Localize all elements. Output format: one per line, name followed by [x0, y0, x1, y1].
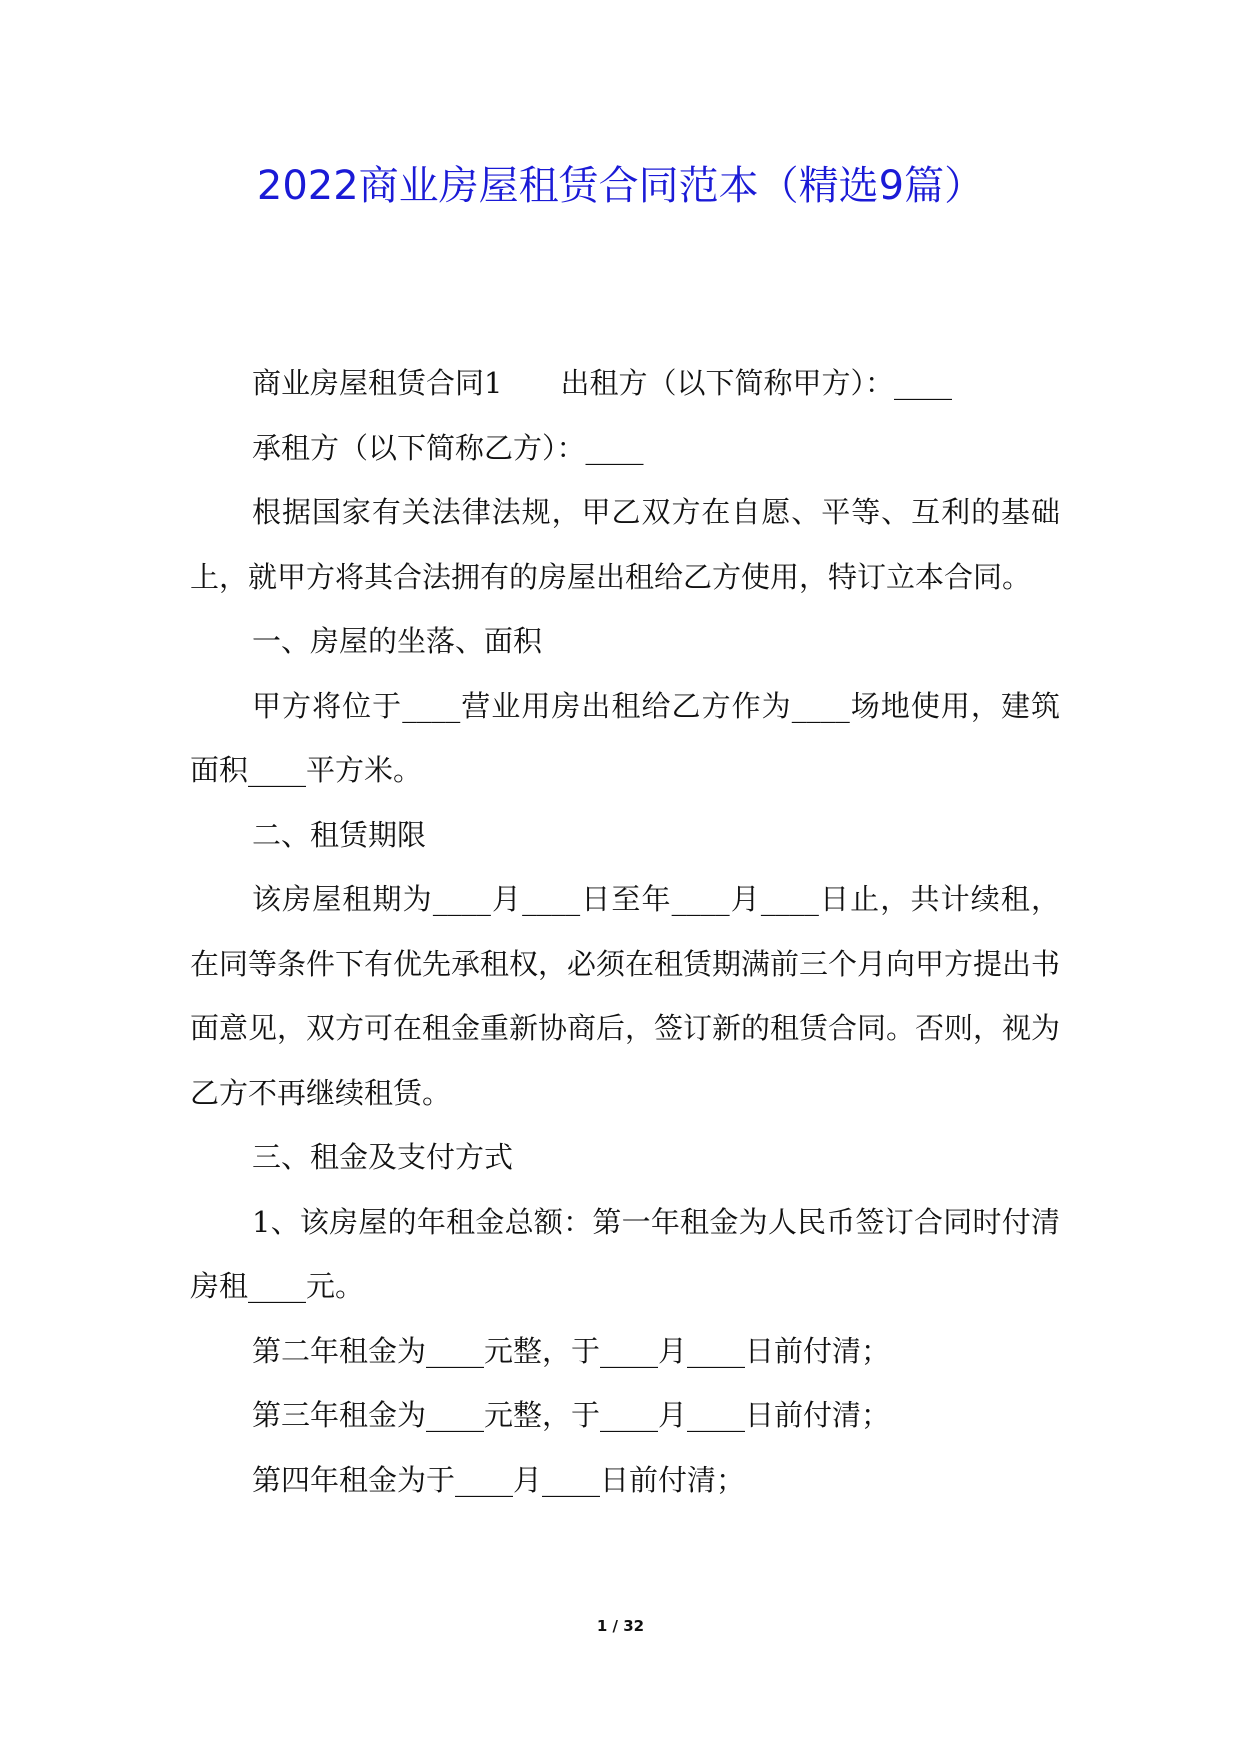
paragraph-preamble: 根据国家有关法律法规，甲乙双方在自愿、平等、互利的基础上，就甲方将其合法拥有的房屋出租给乙方使用，特订立本合同。 [190, 495, 1060, 594]
document-title: 2022商业房屋租赁合同范本（精选9篇） [256, 163, 985, 209]
document-body [190, 351, 1060, 1512]
section-heading-term: 二、租赁期限 [252, 817, 427, 852]
section-heading-location: 一、房屋的坐落、面积 [252, 624, 543, 658]
paragraph-location: 甲方将位于____营业用房出租给乙方作为____场地使用，建筑面积____平方米。 [190, 688, 1060, 787]
page-number: 1 / 32 [596, 1617, 645, 1635]
section-heading-rent: 三、租金及支付方式 [252, 1140, 514, 1174]
paragraph-term: 该房屋租期为____月____日至年____月____日止，共计续租，在同等条件下有优先承租权，必须在租赁期满前三个月向甲方提出书面意见，双方可在租金重新协商后，签订新的租赁合同。否则，视为乙方不再继续租赁。 [190, 882, 1061, 1110]
paragraph-rent-year1: 1、该房屋的年租金总额：第一年租金为人民币签订合同时付清房租____元。 [190, 1204, 1060, 1303]
paragraph-rent-year2: 第二年租金为____元整，于____月____日前付清； [252, 1333, 891, 1368]
paragraph-lessee: 承租方（以下简称乙方）：____ [252, 430, 644, 465]
paragraph-rent-year4: 第四年租金为于____月____日前付清； [252, 1462, 746, 1497]
paragraph-rent-year3: 第三年租金为____元整，于____月____日前付清； [252, 1398, 891, 1432]
paragraph-lessor: 商业房屋租赁合同1 出租方（以下简称甲方）：____ [252, 366, 952, 400]
